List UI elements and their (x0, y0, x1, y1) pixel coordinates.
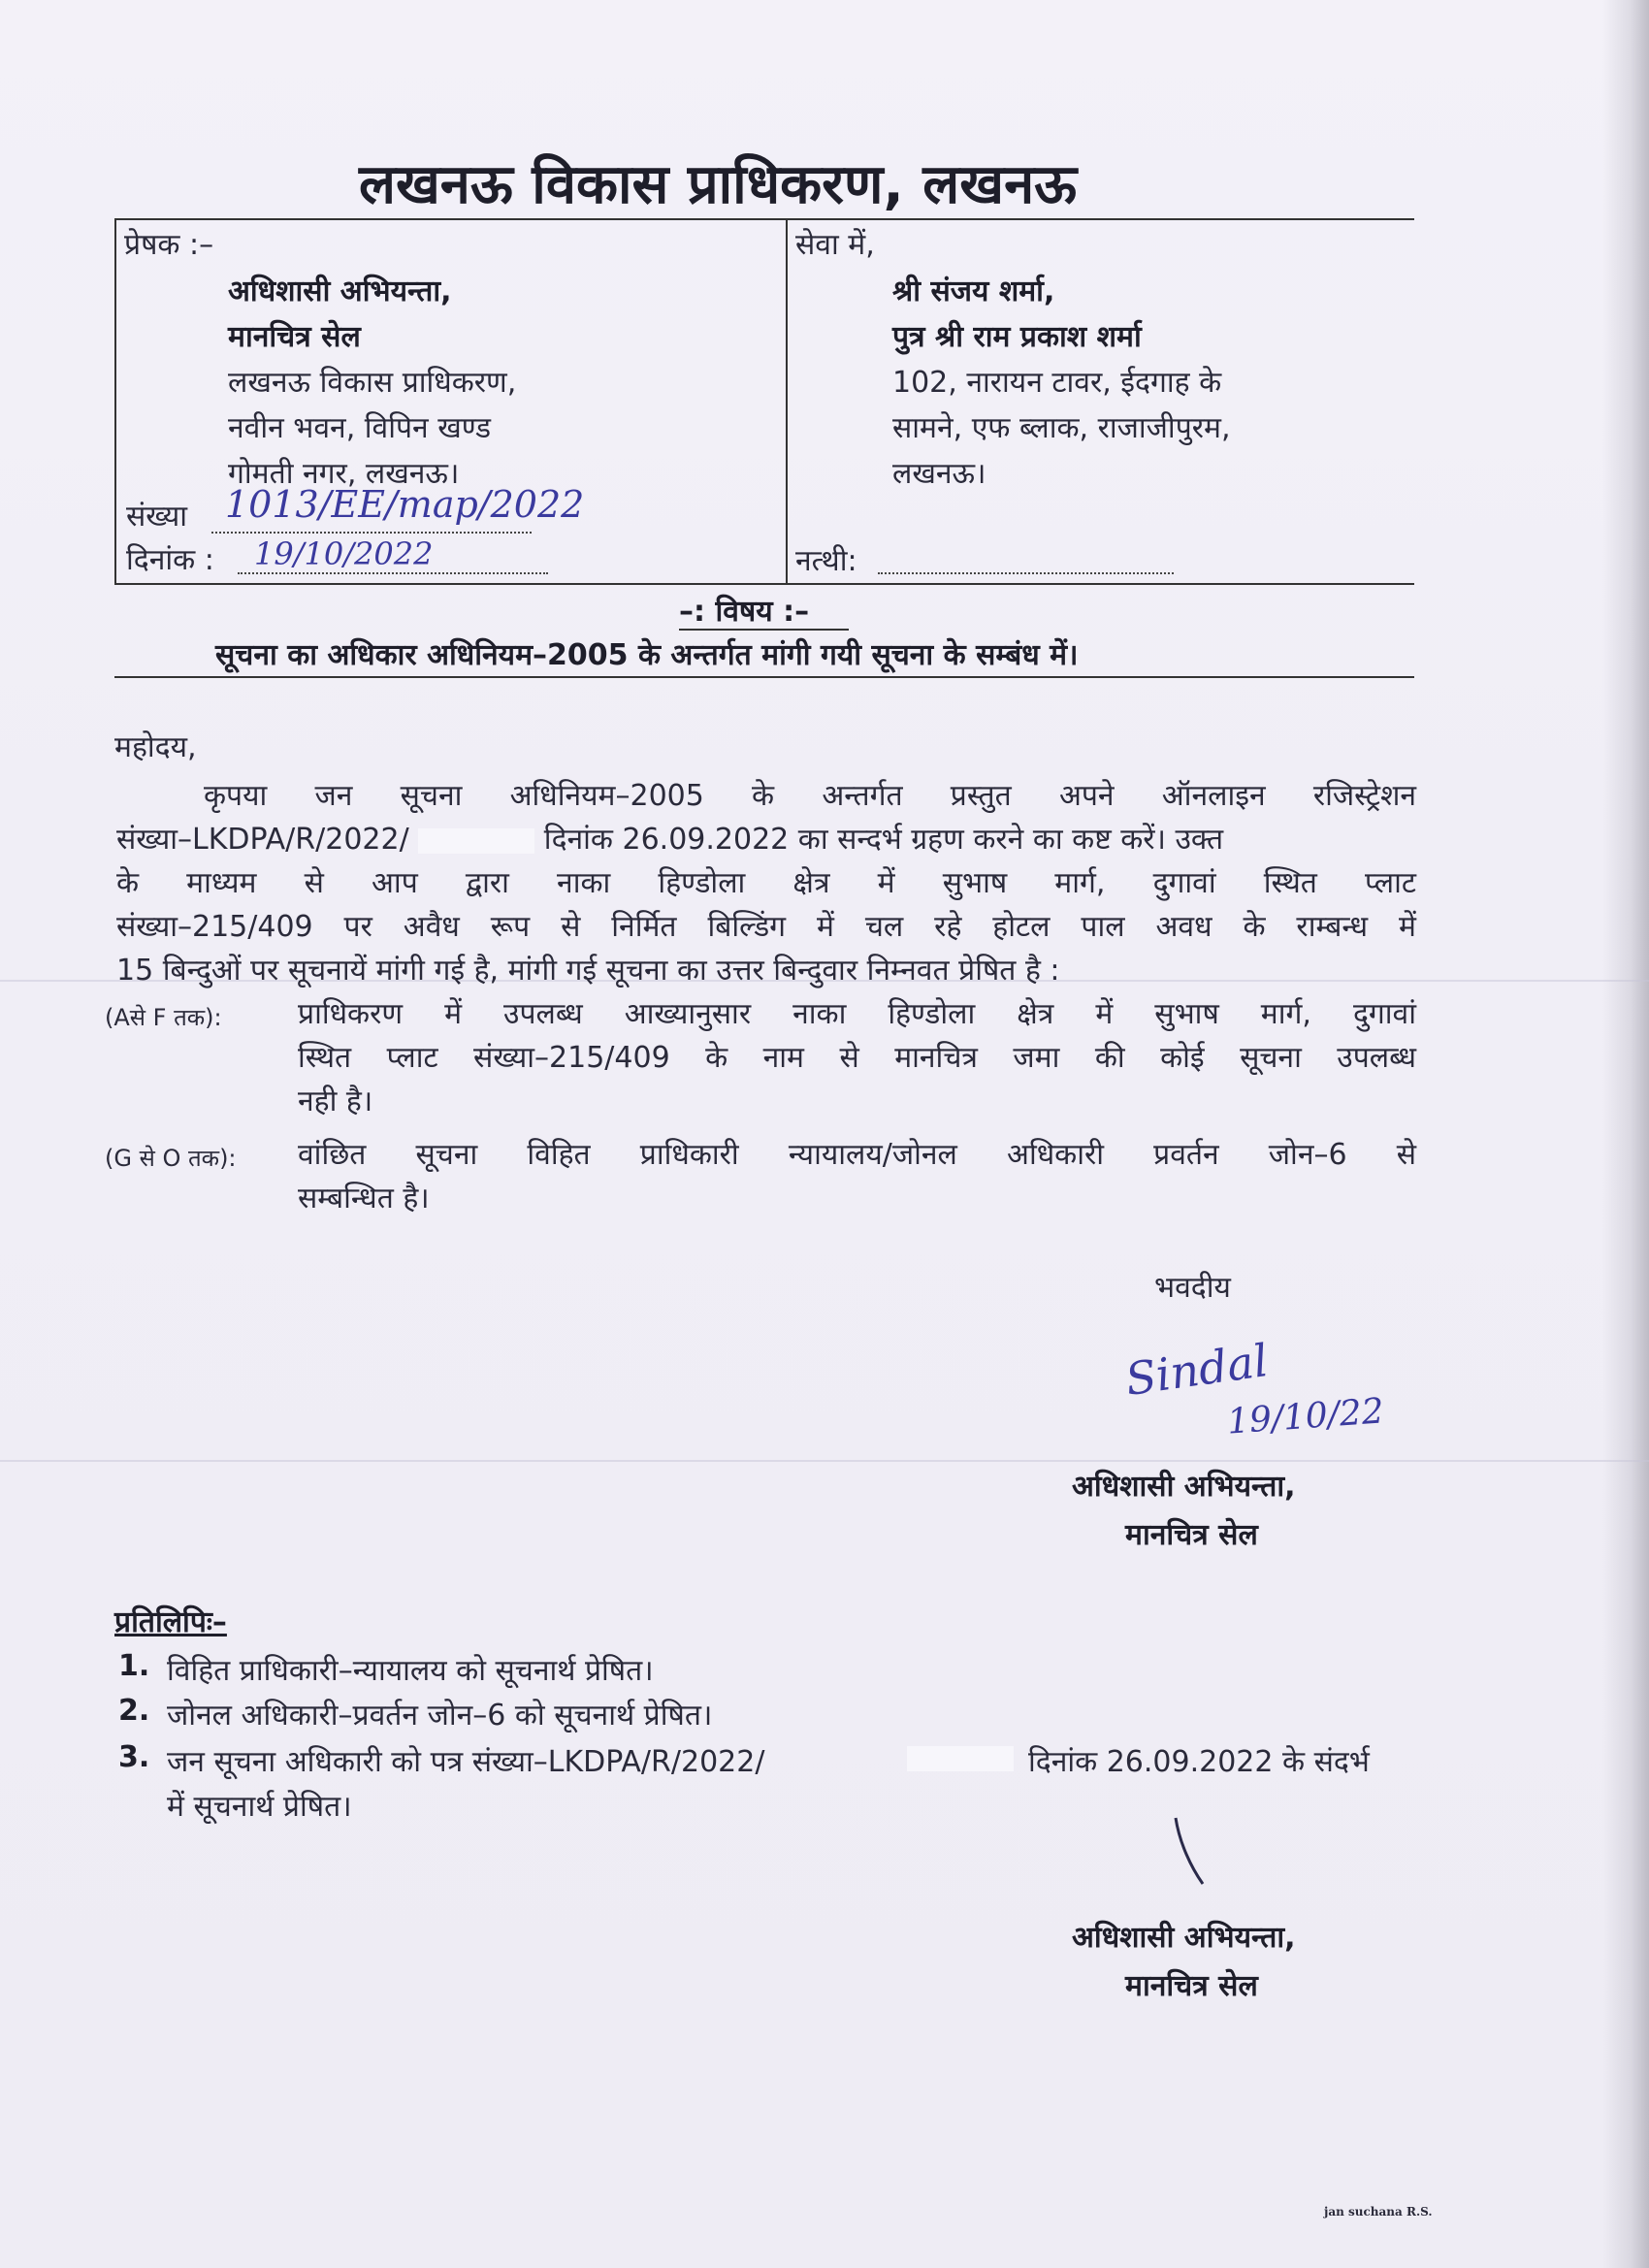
redacted-block (418, 828, 534, 854)
recipient-address-line: सामने, एफ ब्लाक, राजाजीपुरम, (892, 411, 1231, 445)
body-paragraph-line (116, 818, 1416, 858)
recipient-name: श्री संजय शर्मा, (892, 275, 1055, 308)
point-label: (G से O तक): (105, 1145, 237, 1172)
footer-stamp: jan suchana R.S. (1324, 2205, 1433, 2219)
subject-heading: –: विषय :– (679, 595, 810, 629)
sender-address-line: लखनऊ विकास प्राधिकरण, (228, 366, 517, 400)
point-text-line: वांछित सूचना विहित प्राधिकारी न्यायालय/जोनल अधिकारी प्रवर्तन जोन–6 से (298, 1138, 1416, 1172)
sender-label: प्रेषक :– (124, 228, 214, 262)
recipient-label: सेवा में, (795, 228, 875, 262)
number-dotted-line (211, 532, 532, 534)
subject-bottom-rule (114, 676, 1414, 678)
recipient-address-line: 102, नारायन टावर, ईदगाह के (892, 366, 1222, 400)
closing-designation: अधिशासी अभियन्ता, (1072, 1470, 1296, 1504)
paper-fold-line (0, 1460, 1649, 1462)
table-top-rule (114, 218, 1414, 220)
registration-date-text: दिनांक 26.09.2022 का सन्दर्भ ग्रहण करने का कष्ट करें। उक्त (543, 823, 1224, 857)
registration-number: संख्या–LKDPA/R/2022/ (116, 823, 409, 857)
copy-item-text: दिनांक 26.09.2022 के संदर्भ (1028, 1745, 1370, 1779)
body-paragraph-line: 15 बिन्दुओं पर सूचनायें मांगी गई है, मांगी गई सूचना का उत्तर बिन्दुवार निम्नवत प्रेषित है : (116, 954, 1060, 988)
point-text-line: सम्बन्धित है। (298, 1182, 430, 1215)
copy-heading: प्रतिलिपिः– (114, 1605, 227, 1639)
closing-regards: भवदीय (1154, 1271, 1231, 1305)
salutation: महोदय, (114, 730, 197, 764)
date-dotted-line (238, 572, 548, 574)
copy-item-number: 1. (118, 1649, 150, 1683)
page-edge-shadow (1602, 0, 1649, 2268)
letterhead-title: लखनऊ विकास प्राधिकरण, लखनऊ (359, 153, 1078, 216)
enclosure-label: नत्थी: (795, 544, 857, 578)
table-left-rule (114, 218, 116, 585)
sender-department: मानचित्र सेल (228, 320, 361, 354)
copy-item-text: विहित प्राधिकारी–न्यायालय को सूचनार्थ प्रेषित। (167, 1654, 654, 1688)
handwritten-date: 19/10/2022 (254, 535, 434, 572)
sender-address-line: नवीन भवन, विपिन खण्ड (228, 411, 492, 445)
enclosure-dotted-line (878, 572, 1174, 574)
recipient-address-line: लखनऊ। (892, 457, 986, 491)
number-label: संख्या (126, 500, 187, 534)
point-text-line: नही है। (298, 1085, 373, 1118)
table-middle-rule (786, 218, 788, 585)
point-text-line: प्राधिकरण में उपलब्ध आख्यानुसार नाका हिण्डोला क्षेत्र में सुभाष मार्ग, दुगावां (298, 997, 1416, 1031)
copy-item-text: जोनल अधिकारी–प्रवर्तन जोन–6 को सूचनार्थ प्रेषित। (167, 1699, 713, 1733)
initials-stroke (1176, 1818, 1203, 1884)
body-paragraph-line: कृपया जन सूचना अधिनियम–2005 के अन्तर्गत प्रस्तुत अपने ऑनलाइन रजिस्ट्रेशन (204, 779, 1416, 813)
subject-text: सूचना का अधिकार अधिनियम–2005 के अन्तर्गत मांगी गयी सूचना के सम्बंध में। (215, 638, 1079, 672)
copy-item-number: 3. (118, 1740, 150, 1774)
copy-item-number: 2. (118, 1694, 150, 1728)
redacted-block (907, 1746, 1014, 1771)
sender-address-line: गोमती नगर, लखनऊ। (228, 457, 460, 491)
table-bottom-rule (114, 583, 1414, 585)
handwritten-reference-number: 1013/EE/map/2022 (225, 483, 585, 526)
sender-designation: अधिशासी अभियन्ता, (228, 275, 452, 308)
signature-date: 19/10/22 (1225, 1391, 1385, 1442)
point-text-line: स्थित प्लाट संख्या–215/409 के नाम से मानचित्र जमा की कोई सूचना उपलब्ध (298, 1041, 1416, 1075)
recipient-father-name: पुत्र श्री राम प्रकाश शर्मा (892, 320, 1142, 354)
closing-department: मानचित्र सेल (1125, 1518, 1258, 1552)
body-paragraph-line: के माध्यम से आप द्वारा नाका हिण्डोला क्षेत्र में सुभाष मार्ग, दुगावां स्थित प्लाट (116, 866, 1416, 900)
copy-item-text: जन सूचना अधिकारी को पत्र संख्या–LKDPA/R/2022/ (167, 1745, 765, 1779)
subject-heading-underline (679, 629, 849, 631)
copy-item-text: में सूचनार्थ प्रेषित। (167, 1790, 352, 1824)
body-paragraph-line: संख्या–215/409 पर अवैध रूप से निर्मित बिल्डिंग में चल रहे होटल पाल अवध के राम्बन्ध में (116, 910, 1416, 944)
point-label: (Aसे F तक): (105, 1004, 222, 1031)
date-label: दिनांक : (126, 543, 214, 577)
copy-designation: अधिशासी अभियन्ता, (1072, 1921, 1296, 1955)
copy-department: मानचित्र सेल (1125, 1969, 1258, 2003)
initials-mark (1164, 1814, 1222, 1892)
signature: Sindal (1121, 1334, 1272, 1406)
